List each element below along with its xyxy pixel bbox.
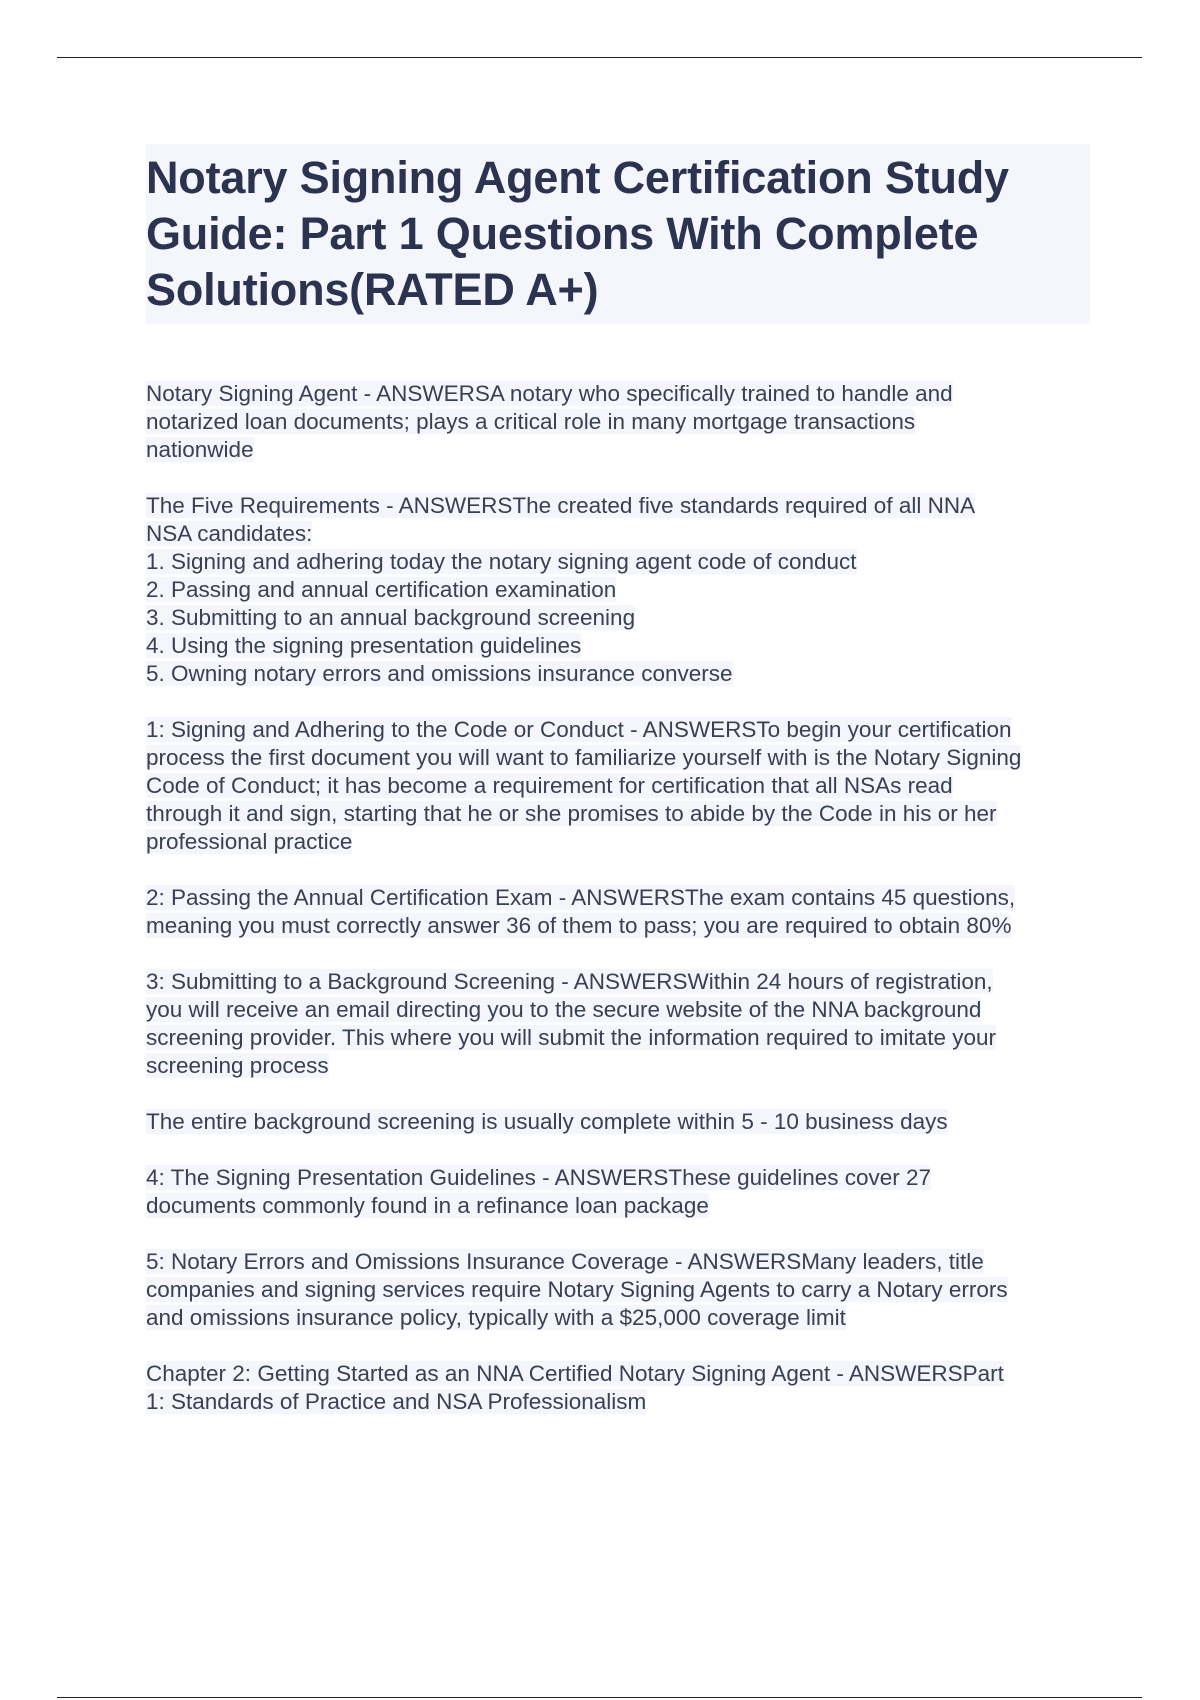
entry-line <box>146 1052 1090 1080</box>
entry-line <box>146 772 1090 800</box>
entry-line <box>146 1024 1090 1052</box>
entry-line <box>146 408 1090 436</box>
entry-line-text: nationwide <box>146 437 254 462</box>
entry-line-text: you will receive an email directing you to the secure website of the NNA background <box>146 997 982 1022</box>
entry-line <box>146 660 1090 688</box>
entry-line-text: professional practice <box>146 829 353 854</box>
entry-line-text: NSA candidates: <box>146 521 313 546</box>
entry-line <box>146 1164 1090 1192</box>
entry-line-text: 1: Standards of Practice and NSA Professionalism <box>146 1389 647 1414</box>
entry-line <box>146 436 1090 464</box>
qa-entries <box>146 380 1090 1416</box>
entry-line-text: 4: The Signing Presentation Guidelines - ANSWERSThese guidelines cover 27 <box>146 1165 932 1190</box>
qa-entry <box>146 1360 1090 1416</box>
entry-line-text: 1: Signing and Adhering to the Code or Conduct - ANSWERSTo begin your certification <box>146 717 1012 742</box>
entry-line <box>146 380 1090 408</box>
entry-line <box>146 1108 1090 1136</box>
entry-line-text: notarized loan documents; plays a critical role in many mortgage transactions <box>146 409 916 434</box>
entry-line-text: 4. Using the signing presentation guidelines <box>146 633 582 658</box>
entry-line-text: through it and sign, starting that he or she promises to abide by the Code in his or her <box>146 801 997 826</box>
entry-line-text: and omissions insurance policy, typically with a $25,000 coverage limit <box>146 1305 846 1330</box>
entry-line <box>146 968 1090 996</box>
entry-line-text: The Five Requirements - ANSWERSThe created five standards required of all NNA <box>146 493 976 518</box>
entry-line <box>146 1304 1090 1332</box>
entry-line <box>146 744 1090 772</box>
entry-line-text: documents commonly found in a refinance loan package <box>146 1193 709 1218</box>
bottom-rule <box>57 1697 1142 1698</box>
qa-entry <box>146 716 1090 856</box>
qa-entry <box>146 1248 1090 1332</box>
entry-line <box>146 1248 1090 1276</box>
entry-line-text: 5: Notary Errors and Omissions Insurance Coverage - ANSWERSMany leaders, title <box>146 1249 984 1274</box>
entry-line <box>146 912 1090 940</box>
entry-line-text: screening process <box>146 1053 329 1078</box>
entry-line <box>146 828 1090 856</box>
entry-line-text: The entire background screening is usually complete within 5 - 10 business days <box>146 1109 948 1134</box>
qa-entry <box>146 492 1090 688</box>
entry-line <box>146 1192 1090 1220</box>
entry-line <box>146 576 1090 604</box>
entry-line <box>146 800 1090 828</box>
qa-entry <box>146 884 1090 940</box>
qa-entry <box>146 1108 1090 1136</box>
entry-line-text: process the first document you will want to familiarize yourself with is the Notary Signing <box>146 745 1022 770</box>
entry-line-text: 2: Passing the Annual Certification Exam - ANSWERSThe exam contains 45 questions, <box>146 885 1016 910</box>
entry-line <box>146 520 1090 548</box>
entry-line-text: 3. Submitting to an annual background screening <box>146 605 636 630</box>
entry-line-text: 1. Signing and adhering today the notary signing agent code of conduct <box>146 549 857 574</box>
entry-line-text: 3: Submitting to a Background Screening - ANSWERSWithin 24 hours of registration, <box>146 969 993 994</box>
entry-line-text: screening provider. This where you will submit the information required to imitate your <box>146 1025 996 1050</box>
entry-line-text: meaning you must correctly answer 36 of them to pass; you are required to obtain 80% <box>146 913 1012 938</box>
entry-line <box>146 884 1090 912</box>
entry-line-text: Chapter 2: Getting Started as an NNA Certified Notary Signing Agent - ANSWERSPart <box>146 1361 1004 1386</box>
entry-line <box>146 604 1090 632</box>
entry-line <box>146 492 1090 520</box>
entry-line-text: 2. Passing and annual certification examination <box>146 577 617 602</box>
entry-line <box>146 632 1090 660</box>
qa-entry <box>146 1164 1090 1220</box>
entry-line-text: Code of Conduct; it has become a requirement for certification that all NSAs read <box>146 773 953 798</box>
entry-line <box>146 996 1090 1024</box>
qa-entry <box>146 380 1090 464</box>
entry-line <box>146 1360 1090 1388</box>
top-rule <box>57 57 1142 58</box>
qa-entry <box>146 968 1090 1080</box>
entry-line-text: companies and signing services require Notary Signing Agents to carry a Notary errors <box>146 1277 1008 1302</box>
document-body <box>146 144 1090 1444</box>
entry-line <box>146 716 1090 744</box>
entry-line-text: Notary Signing Agent - ANSWERSA notary who specifically trained to handle and <box>146 381 953 406</box>
page-title: Notary Signing Agent Certification Study Guide: Part 1 Questions With Complete Solutions(RATED A+) <box>146 144 1090 324</box>
entry-line <box>146 548 1090 576</box>
entry-line <box>146 1388 1090 1416</box>
entry-line <box>146 1276 1090 1304</box>
entry-line-text: 5. Owning notary errors and omissions insurance converse <box>146 661 733 686</box>
